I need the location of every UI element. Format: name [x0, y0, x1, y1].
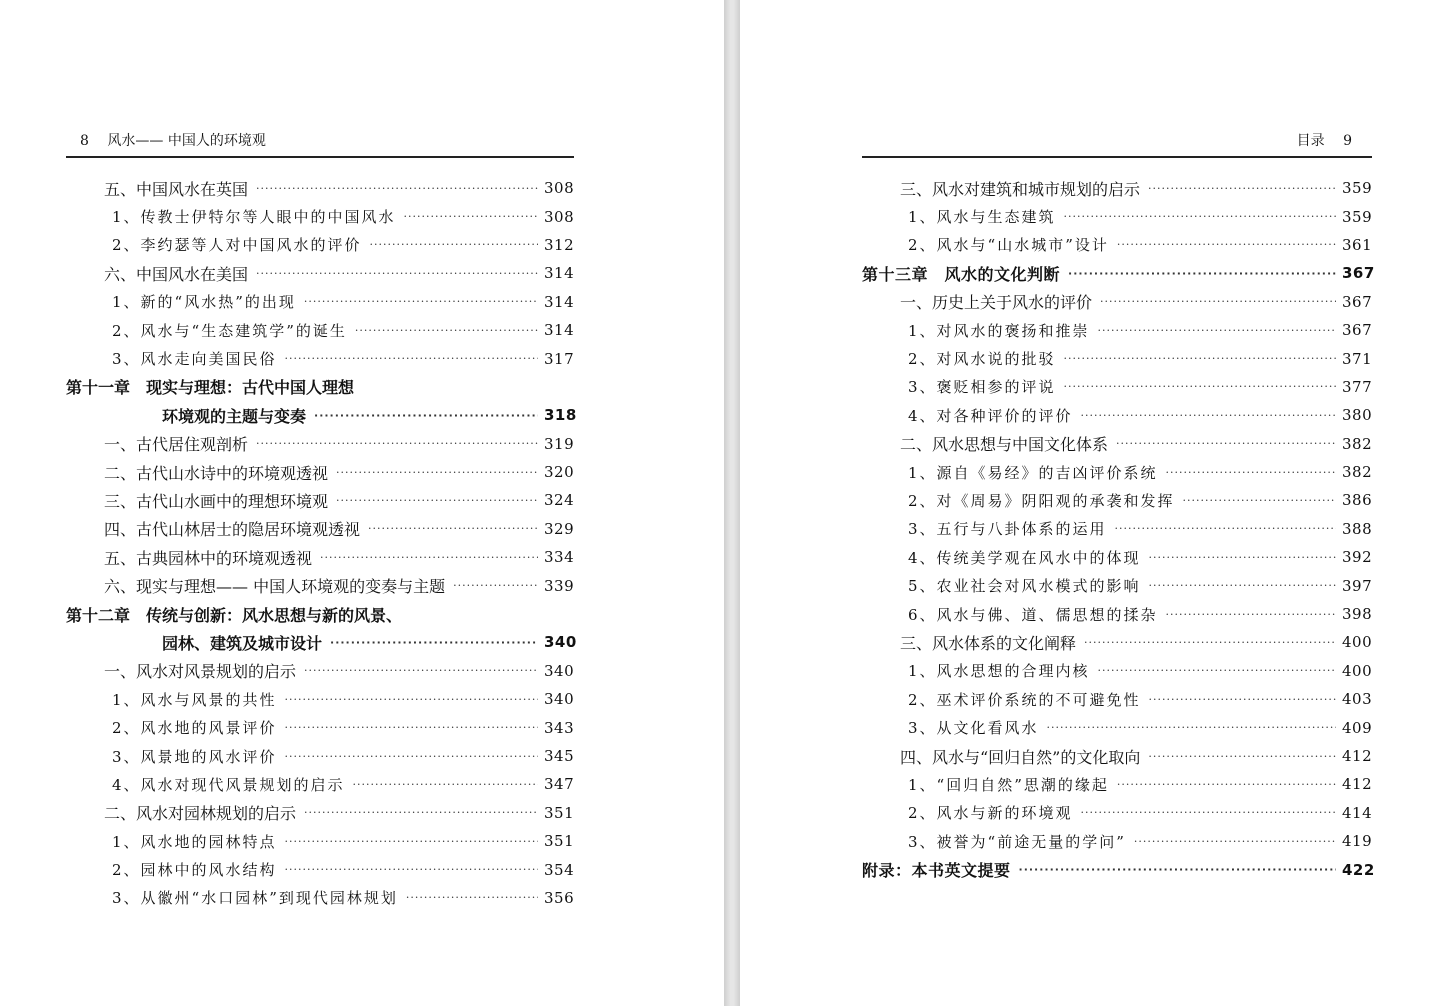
toc-entry-title: 三、风水对建筑和城市规划的启示: [900, 179, 1141, 199]
toc-entry-title: 3、风景地的风水评价: [112, 747, 277, 766]
dot-leader: [1134, 835, 1336, 848]
toc-entry: [66, 628, 577, 656]
toc-entry: [66, 827, 574, 855]
toc-entry-title: 3、被誉为“前途无量的学问”: [908, 832, 1126, 851]
toc-entry-page: 347: [544, 775, 575, 794]
toc-entry-title: 四、古代山林居士的隐居环境观透视: [104, 520, 361, 540]
toc-entry: [66, 259, 574, 287]
left-header-rule: [66, 156, 574, 158]
toc-entry-title: 二、古代山水诗中的环境观透视: [104, 463, 329, 483]
dot-leader: [1047, 721, 1336, 734]
toc-entry: [66, 316, 574, 344]
dot-leader: [404, 210, 538, 223]
toc-entry-page: 371: [1342, 349, 1373, 368]
dot-leader: [1117, 238, 1336, 251]
toc-entry-page: 320: [544, 463, 575, 482]
toc-entry: [66, 799, 574, 827]
toc-entry-page: 392: [1342, 548, 1373, 567]
toc-entry-page: 356: [544, 888, 575, 907]
dot-leader: [256, 182, 538, 195]
toc-entry-title: 1、风水与生态建筑: [908, 208, 1056, 227]
dot-leader: [285, 863, 538, 876]
dot-leader: [1019, 863, 1336, 876]
right-running-header: [1297, 131, 1352, 151]
toc-entry: [66, 713, 574, 741]
toc-entry-title: 2、风水与“山水城市”设计: [908, 236, 1109, 255]
toc-entry-title: 园林、建筑及城市设计: [162, 633, 323, 653]
toc-entry-page: 359: [1342, 179, 1373, 198]
toc-entry: [66, 855, 574, 883]
toc-entry-title: 2、李约瑟等人对中国风水的评价: [112, 236, 362, 255]
toc-entry-title: 五、古典园林中的环境观透视: [104, 548, 313, 568]
toc-entry: [66, 288, 574, 316]
toc-entry-page: 308: [544, 179, 575, 198]
toc-entry: [66, 430, 574, 458]
dot-leader: [1166, 466, 1336, 479]
left-toc-list: [66, 174, 577, 912]
toc-entry-title: 三、古代山水画中的理想环境观: [104, 491, 329, 511]
toc-entry-page: 414: [1342, 803, 1373, 822]
toc-entry-page: 361: [1342, 235, 1373, 254]
toc-entry-page: 377: [1342, 377, 1373, 396]
dot-leader: [1100, 295, 1336, 308]
toc-entry-page: 319: [544, 434, 575, 453]
toc-entry: [862, 458, 1372, 486]
dot-leader: [1183, 494, 1336, 507]
toc-entry-page: 400: [1342, 661, 1373, 680]
toc-entry-page: 343: [544, 718, 575, 737]
toc-entry: [66, 515, 574, 543]
right-header-title: 目录: [1296, 133, 1325, 149]
toc-entry: [66, 486, 574, 514]
dot-leader: [1084, 636, 1336, 649]
toc-entry: [66, 770, 574, 798]
dot-leader: [336, 466, 538, 479]
toc-entry-page: 351: [544, 832, 575, 851]
dot-leader: [1166, 608, 1336, 621]
toc-entry: [862, 486, 1372, 514]
toc-entry-title: 一、历史上关于风水的评价: [900, 293, 1093, 313]
toc-entry-title: 3、从文化看风水: [908, 719, 1039, 738]
toc-entry-title: 2、园林中的风水结构: [112, 861, 277, 880]
toc-entry: [862, 344, 1372, 372]
toc-entry-title: 附录：本书英文提要: [862, 861, 1011, 881]
toc-entry: [66, 458, 574, 486]
toc-entry: [862, 855, 1375, 883]
toc-entry-title: 1、传教士伊特尔等人眼中的中国风水: [112, 208, 396, 227]
toc-entry-page: 412: [1342, 775, 1373, 794]
toc-entry-page: 386: [1342, 491, 1373, 510]
toc-entry-page: 412: [1342, 747, 1373, 765]
toc-entry-page: 398: [1342, 605, 1373, 624]
toc-entry-title: 三、风水体系的文化阐释: [900, 633, 1077, 653]
left-running-header: [80, 131, 266, 151]
toc-entry: [862, 202, 1372, 230]
toc-entry: [66, 373, 574, 401]
toc-entry-title: 4、传统美学观在风水中的体现: [908, 548, 1141, 567]
dot-leader: [1064, 210, 1336, 223]
toc-entry: [862, 231, 1372, 259]
toc-entry-page: 312: [544, 235, 575, 254]
dot-leader: [370, 238, 538, 251]
toc-entry-page: 345: [544, 747, 575, 765]
toc-entry-title: 2、风水与“生态建筑学”的诞生: [112, 321, 347, 340]
right-page: [740, 0, 1440, 1006]
toc-entry: [66, 657, 574, 685]
toc-entry-title: 1、源自《易经》的吉凶评价系统: [908, 463, 1158, 482]
toc-entry: [862, 713, 1372, 741]
dot-leader: [330, 636, 538, 649]
toc-entry: [862, 259, 1375, 287]
dot-leader: [453, 579, 538, 592]
toc-entry-page: 380: [1342, 406, 1373, 425]
dot-leader: [406, 891, 538, 904]
toc-entry: [862, 770, 1372, 798]
dot-leader: [314, 409, 538, 422]
toc-entry: [66, 174, 574, 202]
dot-leader: [1081, 409, 1336, 422]
toc-entry: [862, 174, 1372, 202]
toc-entry-page: 382: [1342, 463, 1373, 482]
toc-entry-page: 314: [544, 292, 575, 311]
toc-entry-title: 二、风水思想与中国文化体系: [900, 435, 1109, 455]
toc-entry-page: 403: [1342, 690, 1373, 709]
dot-leader: [1098, 664, 1336, 677]
toc-entry-title: 2、巫术评价系统的不可避免性: [908, 690, 1141, 709]
toc-entry-page: 340: [544, 633, 577, 652]
toc-entry-title: 二、风水对园林规划的启示: [104, 804, 297, 824]
toc-entry: [66, 202, 574, 230]
toc-entry-page: 367: [1342, 292, 1373, 311]
dot-leader: [1149, 579, 1336, 592]
toc-entry-title: 2、风水地的风景评价: [112, 719, 277, 738]
dot-leader: [1064, 380, 1336, 393]
toc-entry-title: 五、中国风水在英国: [104, 179, 249, 199]
toc-entry: [862, 657, 1372, 685]
toc-entry: [862, 288, 1372, 316]
toc-entry-title: 1、新的“风水热”的出现: [112, 293, 296, 312]
dot-leader: [368, 522, 538, 535]
dot-leader: [1081, 806, 1336, 819]
toc-entry: [862, 571, 1372, 599]
toc-entry: [66, 543, 574, 571]
dot-leader: [256, 267, 538, 280]
toc-entry-title: 6、风水与佛、道、儒思想的揉杂: [908, 605, 1158, 624]
toc-entry-page: 324: [544, 491, 575, 510]
toc-entry: [66, 600, 574, 628]
dot-leader: [1116, 437, 1336, 450]
toc-entry-page: 318: [544, 406, 577, 425]
toc-entry-title: 2、对《周易》阴阳观的承袭和发挥: [908, 491, 1175, 510]
book-gutter: [724, 0, 740, 1006]
toc-entry-page: 351: [544, 803, 575, 822]
toc-entry-title: 1、风水与风景的共性: [112, 690, 277, 709]
toc-entry-title: 1、风水思想的合理内核: [908, 662, 1090, 681]
toc-entry-page: 340: [544, 690, 575, 709]
toc-entry: [862, 685, 1372, 713]
right-toc-list: [862, 174, 1375, 884]
toc-entry-page: 334: [544, 548, 575, 567]
toc-entry-title: 2、对风水说的批驳: [908, 350, 1056, 369]
dot-leader: [1148, 750, 1336, 763]
dot-leader: [320, 551, 538, 564]
toc-entry-page: 314: [544, 264, 575, 283]
dot-leader: [1149, 693, 1336, 706]
toc-entry: [66, 884, 574, 912]
toc-entry: [862, 600, 1372, 628]
toc-entry: [66, 231, 574, 259]
toc-entry: [862, 401, 1372, 429]
toc-entry-title: 环境观的主题与变奏: [162, 406, 307, 426]
dot-leader: [304, 295, 538, 308]
toc-entry-title: 3、五行与八卦体系的运用: [908, 520, 1107, 539]
toc-entry: [66, 685, 574, 713]
left-header-title: 风水—— 中国人的环境观: [107, 133, 266, 149]
toc-entry-page: 317: [544, 349, 575, 368]
dot-leader: [285, 835, 538, 848]
toc-entry-title: 第十三章 风水的文化判断: [862, 264, 1061, 284]
toc-entry: [66, 401, 577, 429]
toc-entry: [66, 344, 574, 372]
toc-entry: [862, 543, 1372, 571]
toc-entry-page: 354: [544, 860, 575, 879]
toc-entry-page: 340: [544, 661, 575, 680]
toc-entry-page: 400: [1342, 633, 1373, 652]
dot-leader: [285, 750, 538, 763]
toc-entry-title: 六、现实与理想—— 中国人环境观的变奏与主题: [104, 577, 446, 597]
toc-entry-page: 422: [1342, 860, 1375, 879]
toc-entry: [66, 571, 574, 599]
dot-leader: [285, 693, 538, 706]
toc-entry-title: 一、风水对风景规划的启示: [104, 662, 297, 682]
toc-entry-title: 六、中国风水在美国: [104, 264, 249, 284]
right-page-number: 9: [1343, 133, 1352, 149]
toc-entry-page: 382: [1342, 434, 1373, 453]
toc-entry-title: 1、对风水的褒扬和推崇: [908, 321, 1090, 340]
dot-leader: [285, 352, 538, 365]
toc-entry-title: 一、古代居住观剖析: [104, 435, 249, 455]
dot-leader: [353, 778, 538, 791]
toc-entry-title: 3、从徽州“水口园林”到现代园林规划: [112, 889, 398, 908]
toc-entry-page: 367: [1342, 264, 1375, 283]
toc-entry-page: 388: [1342, 519, 1373, 538]
toc-entry-page: 359: [1342, 207, 1373, 226]
toc-entry-title: 4、风水对现代风景规划的启示: [112, 775, 345, 794]
dot-leader: [1117, 778, 1336, 791]
dot-leader: [1064, 352, 1336, 365]
dot-leader: [1098, 324, 1336, 337]
right-header-rule: [862, 156, 1372, 158]
toc-entry-title: 第十二章 传统与创新：风水思想与新的风景、: [66, 605, 403, 625]
toc-entry-page: 367: [1342, 321, 1373, 340]
toc-entry-page: 308: [544, 207, 575, 226]
toc-entry: [862, 628, 1372, 656]
toc-entry: [862, 316, 1372, 344]
dot-leader: [1068, 267, 1336, 280]
toc-entry-title: 3、褒贬相参的评说: [908, 378, 1056, 397]
dot-leader: [285, 721, 538, 734]
dot-leader: [256, 437, 538, 450]
toc-entry-page: 397: [1342, 576, 1373, 595]
left-page-number: 8: [80, 133, 89, 149]
toc-entry-title: 四、风水与“回归自然”的文化取向: [900, 747, 1141, 767]
dot-leader: [304, 664, 538, 677]
dot-leader: [1115, 522, 1336, 535]
toc-entry: [862, 515, 1372, 543]
toc-entry-title: 5、农业社会对风水模式的影响: [908, 577, 1141, 596]
dot-leader: [355, 324, 538, 337]
dot-leader: [1148, 182, 1336, 195]
toc-entry-page: 329: [544, 519, 575, 538]
toc-entry-title: 3、风水走向美国民俗: [112, 350, 277, 369]
toc-entry: [66, 742, 574, 770]
dot-leader: [1149, 551, 1336, 564]
toc-entry: [862, 827, 1372, 855]
toc-entry-title: 1、风水地的园林特点: [112, 832, 277, 851]
toc-entry: [862, 430, 1372, 458]
toc-entry-page: 339: [544, 576, 575, 595]
toc-entry-page: 314: [544, 321, 575, 340]
toc-entry-title: 1、“回归自然”思潮的缘起: [908, 775, 1109, 794]
dot-leader: [304, 806, 538, 819]
dot-leader: [336, 494, 538, 507]
toc-entry-title: 第十一章 现实与理想：古代中国人理想: [66, 378, 355, 398]
toc-entry-title: 4、对各种评价的评价: [908, 406, 1073, 425]
toc-entry: [862, 799, 1372, 827]
toc-entry-title: 2、风水与新的环境观: [908, 804, 1073, 823]
toc-entry-page: 409: [1342, 718, 1373, 737]
toc-entry: [862, 373, 1372, 401]
toc-entry-page: 419: [1342, 832, 1373, 851]
toc-entry: [862, 742, 1372, 770]
